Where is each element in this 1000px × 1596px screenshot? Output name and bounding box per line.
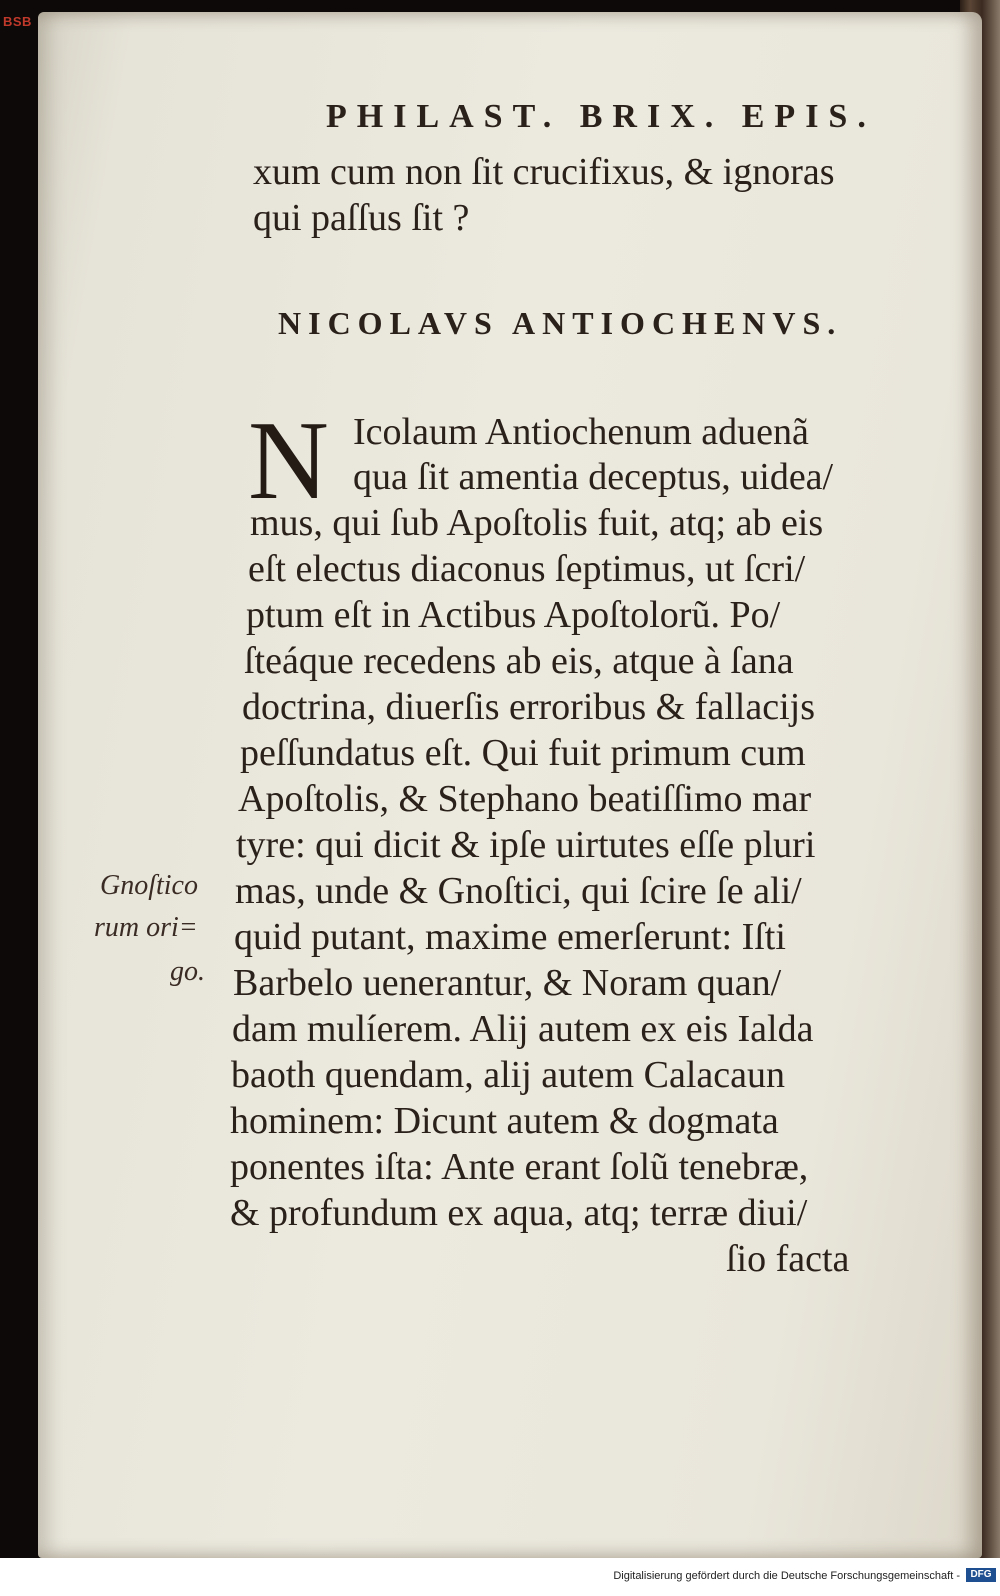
body-line: baoth quendam, alij autem Calacaun: [231, 1054, 785, 1096]
body-line: mus, qui ſub Apoſtolis fuit, atq; ab eis: [250, 502, 824, 544]
body-line: eſt electus diaconus ſeptimus, ut ſcri/: [248, 548, 806, 590]
body-line: Apoſtolis, & Stephano beatiſſimo mar: [238, 778, 812, 820]
body-line: quid putant, maxime emerſerunt: Iſti: [234, 916, 786, 958]
marginal-note-line: rum ori=: [94, 912, 198, 943]
dfg-logo-icon: DFG: [966, 1568, 996, 1582]
body-line: ſteáque recedens ab eis, atque à ſana: [244, 640, 794, 682]
footer-bar: [0, 1558, 1000, 1596]
body-line: doctrina, diuerſis erroribus & fallacijs: [242, 686, 815, 728]
catchword: ſio facta: [726, 1238, 850, 1280]
body-line: Icolaum Antiochenum aduenã: [353, 411, 809, 453]
section-title: NICOLAVS ANTIOCHENVS.: [278, 305, 843, 341]
continuation-line: qui paſſus ſit ?: [253, 197, 470, 239]
body-line: ptum eſt in Actibus Apoſtolorũ. Po/: [246, 594, 781, 636]
body-line: qua ſit amentia deceptus, uidea/: [353, 456, 834, 498]
body-line: dam mulíerem. Alij autem ex eis Ialda: [232, 1008, 814, 1050]
running-head: PHILAST. BRIX. EPIS.: [326, 98, 876, 135]
body-line: mas, unde & Gnoſtici, qui ſcire ſe ali/: [235, 870, 802, 912]
body-line: & profundum ex aqua, atq; terræ diui/: [230, 1192, 808, 1234]
marginal-note-line: Gnoſtico: [100, 870, 198, 901]
funding-credit: Digitalisierung gefördert durch die Deutsche Forschungsgemeinschaft -: [613, 1570, 960, 1582]
book-page: [38, 12, 982, 1558]
drop-cap: N: [248, 399, 329, 523]
body-line: peſſundatus eſt. Qui fuit primum cum: [240, 732, 806, 774]
body-line: Barbelo uenerantur, & Noram quan/: [233, 962, 782, 1004]
continuation-line: xum cum non ſit crucifixus, & ignoras: [253, 151, 835, 193]
bsb-watermark: BSB: [3, 14, 32, 29]
body-line: ponentes iſta: Ante erant ſolũ tenebræ,: [230, 1146, 809, 1188]
body-line: hominem: Dicunt autem & dogmata: [230, 1100, 779, 1142]
body-line: tyre: qui dicit & ipſe uirtutes eſſe pluri: [236, 824, 816, 866]
marginal-note-line: go.: [170, 956, 205, 987]
